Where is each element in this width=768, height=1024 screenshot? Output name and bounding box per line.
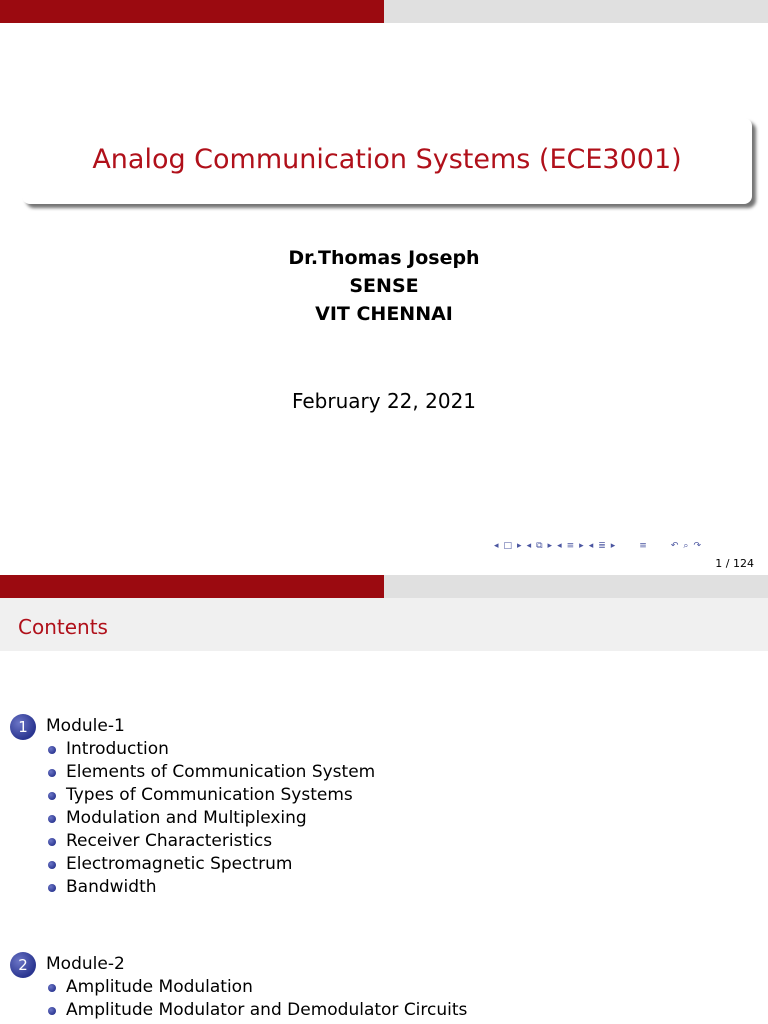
header-bar — [0, 575, 768, 598]
section-title[interactable]: Module-1 — [46, 716, 125, 736]
nav-search-icon[interactable]: ⌕ — [683, 541, 689, 551]
nav-frame-icon[interactable]: □ — [503, 541, 513, 551]
subsection-label: Electromagnetic Spectrum — [66, 854, 293, 874]
toc-subsection[interactable] — [46, 784, 375, 807]
subsection-list — [46, 976, 467, 1022]
section-number-badge: 2 — [10, 952, 36, 978]
nav-align-icon[interactable]: ≡ — [639, 541, 647, 551]
section-number-badge: 1 — [10, 714, 36, 740]
nav-left-arrow-icon[interactable]: ◂ — [494, 541, 499, 551]
toc-subsection[interactable] — [46, 853, 375, 876]
toc-subsection[interactable] — [46, 761, 375, 784]
nav-back-icon[interactable]: ↶ — [670, 541, 679, 551]
nav-right-arrow-icon[interactable]: ▸ — [517, 541, 522, 551]
nav-forward-icon[interactable]: ↷ — [693, 541, 701, 551]
contents-slide — [0, 575, 768, 1024]
header-bar-red — [0, 575, 384, 598]
subsection-label: Modulation and Multiplexing — [66, 808, 307, 828]
nav-subsection-icon[interactable]: ⧉ — [536, 541, 543, 551]
subsection-label: Elements of Communication System — [66, 762, 376, 782]
header-bar — [0, 0, 768, 23]
toc-subsection[interactable] — [46, 738, 375, 761]
bullet-icon — [48, 884, 56, 892]
author-department: SENSE — [349, 275, 419, 297]
bullet-icon — [48, 861, 56, 869]
toc-subsection[interactable] — [46, 999, 467, 1022]
nav-right-arrow-icon[interactable]: ▸ — [579, 541, 584, 551]
bullet-icon — [48, 815, 56, 823]
nav-left-arrow-icon[interactable]: ◂ — [526, 541, 532, 551]
nav-section-icon[interactable]: ≡ — [566, 541, 575, 551]
subsection-label: Types of Communication Systems — [66, 785, 353, 805]
title-box — [22, 118, 752, 204]
presentation-date: February 22, 2021 — [291, 389, 477, 413]
toc-subsection[interactable] — [46, 807, 375, 830]
nav-left-arrow-icon[interactable]: ◂ — [557, 541, 562, 551]
subsection-label: Amplitude Modulation — [66, 977, 253, 997]
subsection-label: Amplitude Modulator and Demodulator Circuits — [66, 1000, 468, 1020]
page-number: 1 / 124 — [715, 557, 754, 570]
bullet-icon — [48, 984, 56, 992]
author-name: Dr.Thomas Joseph — [288, 247, 480, 269]
section-title[interactable]: Module-2 — [46, 954, 125, 974]
nav-right-arrow-icon[interactable]: ▸ — [547, 541, 553, 551]
presentation-title: Analog Communication Systems (ECE3001) — [92, 144, 682, 175]
header-bar-grey — [384, 0, 768, 23]
subsection-list — [46, 738, 375, 899]
author-institution: VIT CHENNAI — [315, 303, 453, 325]
header-bar-grey — [384, 575, 768, 598]
bullet-icon — [48, 838, 56, 846]
toc-subsection[interactable] — [46, 876, 375, 899]
subsection-label: Bandwidth — [66, 877, 157, 897]
bullet-icon — [48, 1007, 56, 1015]
header-bar-red — [0, 0, 384, 23]
toc-subsection[interactable] — [46, 976, 467, 999]
nav-presentation-icon[interactable]: ≣ — [598, 541, 606, 551]
nav-right-arrow-icon[interactable]: ▸ — [610, 541, 616, 551]
bullet-icon — [48, 746, 56, 754]
beamer-navigation — [494, 538, 762, 554]
bullet-icon — [48, 792, 56, 800]
subsection-label: Introduction — [66, 739, 169, 759]
frame-title-bar — [0, 598, 768, 651]
nav-left-arrow-icon[interactable]: ◂ — [588, 541, 594, 551]
frame-title: Contents — [18, 615, 108, 639]
subsection-label: Receiver Characteristics — [66, 831, 273, 851]
toc-subsection[interactable] — [46, 830, 375, 853]
bullet-icon — [48, 769, 56, 777]
author-block — [0, 244, 768, 328]
